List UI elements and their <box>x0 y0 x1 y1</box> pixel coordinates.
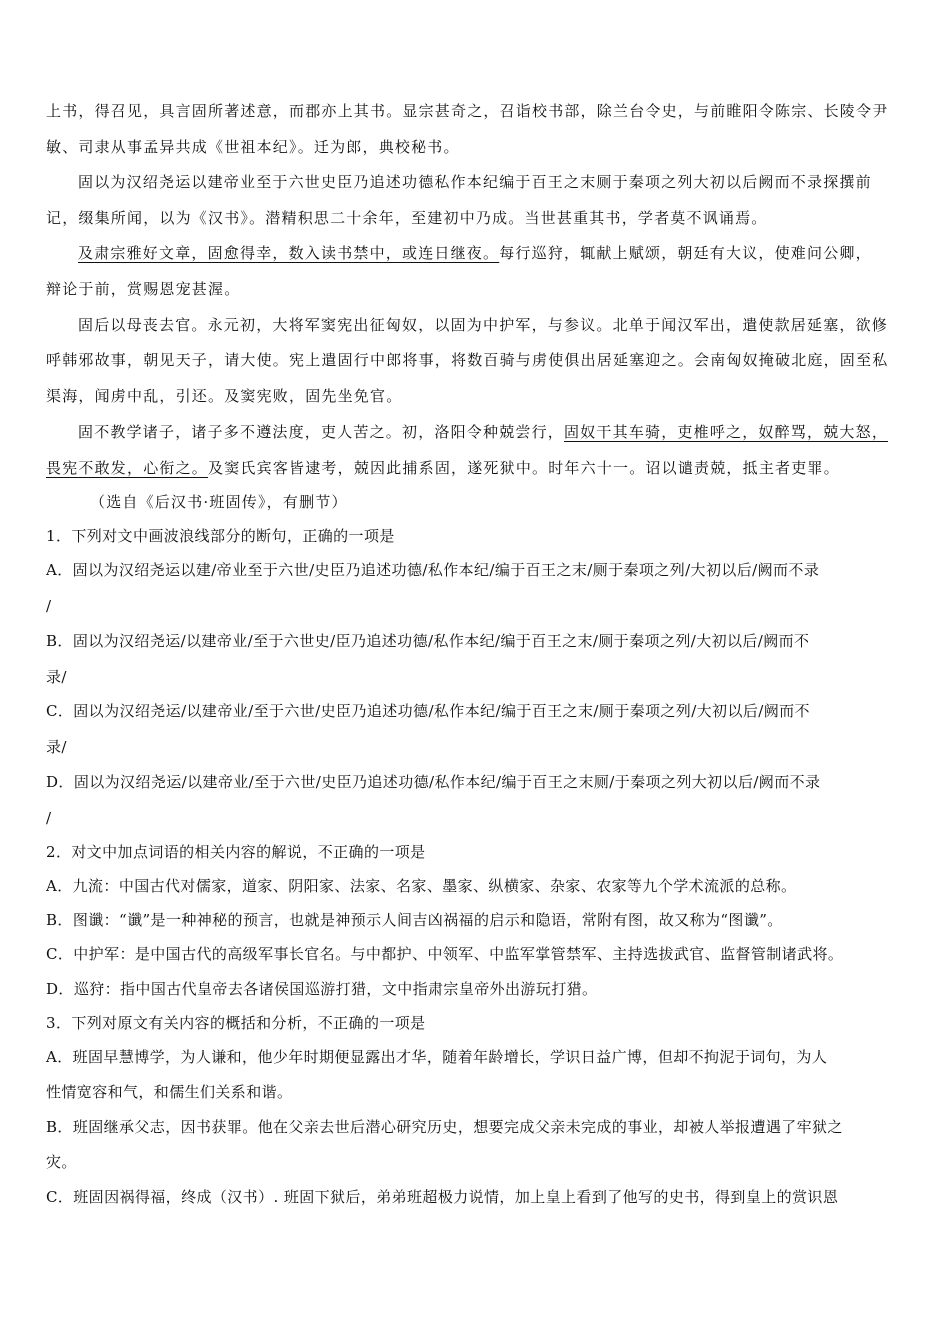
question-3-option-a-cont: 性情宽容和气，和儒生们关系和谐。 <box>46 1083 293 1101</box>
passage-line <box>78 243 872 263</box>
passage-line: 辩论于前，赏赐恩宠甚渥。 <box>46 280 241 298</box>
question-2-stem: 2．对文中加点词语的相关内容的解说，不正确的一项是 <box>46 843 426 861</box>
passage-line: 记，缀集所闻，以为《汉书》。潜精积思二十余年，至建初中乃成。当世甚重其书，学者莫不讽诵焉。 <box>46 209 768 227</box>
passage-line: 固以为汉绍尧运以建帝业至于六世史臣乃追述功德私作本纪编于百王之末厕于秦项之列大初以后阙而不录探撰前 <box>78 173 872 191</box>
question-3-stem: 3．下列对原文有关内容的概括和分析，不正确的一项是 <box>46 1014 426 1032</box>
question-1-option-b: B．固以为汉绍尧运/以建帝业/至于六世史/臣乃追述功德/私作本纪/编于百王之末/厕于秦项之列/大初以后/阙而不 <box>46 632 810 650</box>
passage-line: 敏、司隶从事孟异共成《世祖本纪》。迁为郎，典校秘书。 <box>46 138 460 156</box>
underlined-sentence: 及肃宗雅好文章，固愈得幸，数入读书禁中，或连日继夜。 <box>78 244 500 262</box>
question-1-stem: 1．下列对文中画波浪线部分的断句，正确的一项是 <box>46 527 395 545</box>
passage-text: 每行巡狩，辄献上赋颂，朝廷有大议，使难问公卿， <box>499 244 872 262</box>
passage-line: 上书，得召见，具言固所著述意，而郡亦上其书。显宗甚奇之，召诣校书部，除兰台令史，与前睢阳令陈宗、长陵令尹 <box>46 102 889 120</box>
passage-line <box>46 458 840 478</box>
question-1-option-a-cont: / <box>46 597 52 615</box>
question-3-option-a: A．班固早慧博学，为人谦和，他少年时期便显露出才华，随着年龄增长，学识日益广博，但却不拘泥于词句，为人 <box>46 1048 828 1066</box>
underlined-sentence: 固奴干其车骑，吏椎呼之，奴醉骂，兢大怒， <box>564 423 889 441</box>
question-3-option-b: B．班固继承父志，因书获罪。他在父亲去世后潜心研究历史，想要完成父亲未完成的事业，却被人举报遭遇了牢狱之 <box>46 1118 843 1136</box>
question-3-option-b-cont: 灾。 <box>46 1153 77 1171</box>
question-1-option-c: C．固以为汉绍尧运/以建帝业/至于六世/史臣乃追述功德/私作本纪/编于百王之末/厕于秦项之列/大初以后/阙而不 <box>46 702 810 720</box>
question-1-option-b-cont: 录/ <box>46 668 67 686</box>
question-2-option-b: B．图谶：“谶”是一种神秘的预言，也就是神预示人间吉凶祸福的启示和隐语，常附有图，故又称为“图谶”。 <box>46 911 783 929</box>
passage-line <box>78 422 888 442</box>
passage-line: 呼韩邪故事，朝见天子，请大使。宪上遣固行中郎将事，将数百骑与虏使俱出居延塞迎之。会南匈奴掩破北庭，固至私 <box>46 351 889 369</box>
question-1-option-d-cont: / <box>46 809 52 827</box>
passage-line: 渠海，闻虏中乱，引还。及窦宪败，固先坐免官。 <box>46 387 403 405</box>
question-1-option-c-cont: 录/ <box>46 738 67 756</box>
question-1-option-d: D．固以为汉绍尧运/以建帝业/至于六世/史臣乃追述功德/私作本纪/编于百王之末厕/于秦项之列大初以后/阙而不录 <box>46 773 821 791</box>
source-citation: （选自《后汉书·班固传》，有删节） <box>90 493 348 511</box>
passage-text: 固不教学诸子，诸子多不遵法度，吏人苦之。初，洛阳令种兢尝行， <box>78 423 565 441</box>
question-2-option-a: A．九流：中国古代对儒家，道家、阴阳家、法家、名家、墨家、纵横家、杂家、农家等九个学术流派的总称。 <box>46 877 797 895</box>
passage-text: 及窦氏宾客皆逮考，兢因此捕系固，遂死狱中。时年六十一。诏以谴责兢，抵主者吏罪。 <box>208 459 840 477</box>
question-1-option-a: A．固以为汉绍尧运以建/帝业至于六世/史臣乃追述功德/私作本纪/编于百王之末/厕于秦项之列/大初以后/阙而不录 <box>46 561 820 579</box>
passage-line: 固后以母丧去官。永元初，大将军窦宪出征匈奴，以固为中护军，与参议。北单于闻汉军出，遣使款居延塞，欲修 <box>78 316 889 334</box>
question-2-option-d: D．巡狩：指中国古代皇帝去各诸侯国巡游打猎，文中指肃宗皇帝外出游玩打猎。 <box>46 980 598 998</box>
question-2-option-c: C．中护军：是中国古代的高级军事长官名。与中都护、中领军、中监军掌管禁军、主持选拔武官、监督管制诸武将。 <box>46 945 844 963</box>
question-3-option-c: C．班固因祸得福，终成（汉书）. 班固下狱后，弟弟班超极力说情，加上皇上看到了他写的史书，得到皇上的赏识恩 <box>46 1188 839 1206</box>
underlined-sentence: 畏宪不敢发，心衔之。 <box>46 459 209 477</box>
